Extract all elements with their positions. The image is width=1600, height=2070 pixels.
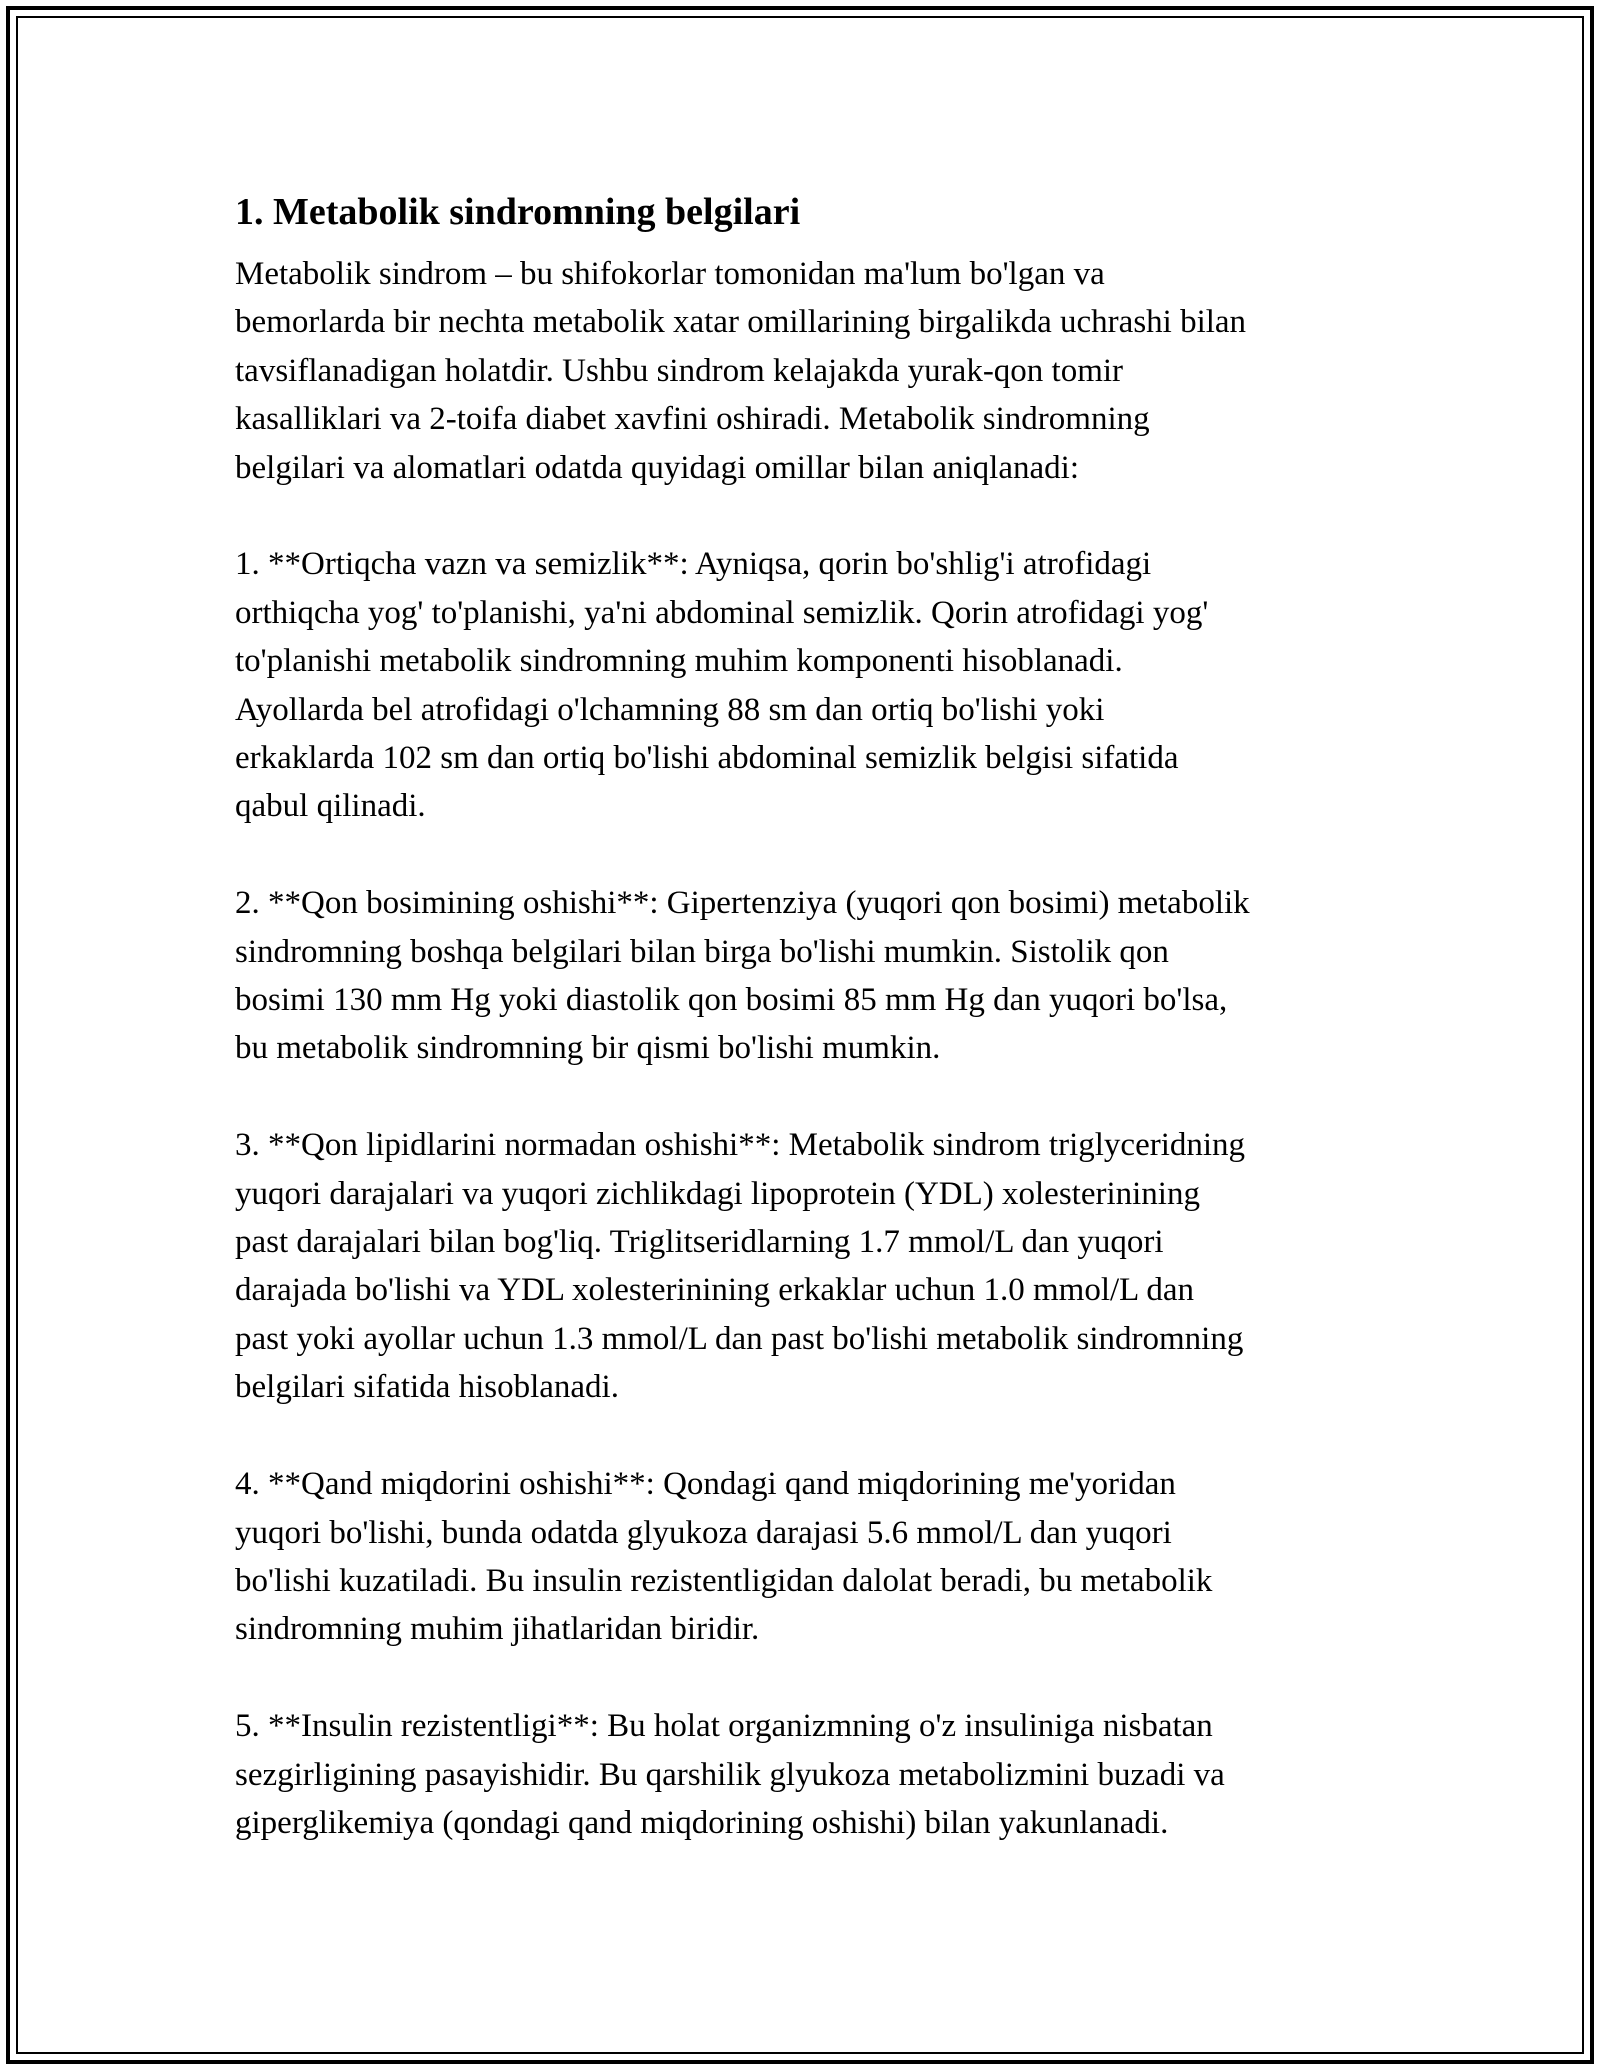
list-item-blood-lipids: 3. **Qon lipidlarini normadan oshishi**: Metabolik sindrom triglyceridning yuqori darajalari va yuqori zichlikdagi lipoprotein (YDL) xolesterinining past darajalari bilan bog'liq. Triglitseridlarning 1.7 mmol/L dan yuqori darajada bo'lishi va YDL xolesterinining erkaklar uchun 1.0 mmol/L dan past yoki ayollar uchun 1.3 mmol/L dan past bo'lishi metabolik sindromning belgilari sifatida hisoblanadi. bbox=[235, 1127, 1246, 1406]
document-body bbox=[235, 186, 1370, 1896]
list-item-blood-pressure: 2. **Qon bosimining oshishi**: Gipertenziya (yuqori qon bosimi) metabolik sindromning boshqa belgilari bilan birga bo'lishi mumkin. Sistolik qon bosimi 130 mm Hg yoki diastolik qon bosimi 85 mm Hg dan yuqori bo'lsa, bu metabolik sindromning bir qismi bo'lishi mumkin. bbox=[235, 885, 1250, 1067]
intro-paragraph: Metabolik sindrom – bu shifokorlar tomonidan ma'lum bo'lgan va bemorlarda bir nechta metabolik xatar omillarining birgalikda uchrashi bilan tavsiflanadigan holatdir. Ushbu sindrom kelajakda yurak-qon tomir kasalliklari va 2-toifa diabet xavfini oshiradi. Metabolik sindromning belgilari va alomatlari odatda quyidagi omillar bilan aniqlanadi: bbox=[235, 256, 1247, 486]
list-item-overweight: 1. **Ortiqcha vazn va semizlik**: Ayniqsa, qorin bo'shlig'i atrofidagi orthiqcha yog' to'planishi, ya'ni abdominal semizlik. Qorin atrofidagi yog' to'planishi metabolik sindromning muhim komponenti hisoblanadi. Ayollarda bel atrofidagi o'lchamning 88 sm dan ortiq bo'lishi yoki erkaklarda 102 sm dan ortiq bo'lishi abdominal semizlik belgisi sifatida qabul qilinadi. bbox=[235, 546, 1209, 825]
list-item-insulin-resistance: 5. **Insulin rezistentligi**: Bu holat organizmning o'z insuliniga nisbatan sezgirligining pasayishidir. Bu qarshilik glyukoza metabolizmini buzadi va giperglikemiya (qondagi qand miqdorining oshishi) bilan yakunlanadi. bbox=[235, 1708, 1225, 1841]
section-heading: 1. Metabolik sindromning belgilari bbox=[235, 191, 801, 233]
list-item-blood-sugar: 4. **Qand miqdorini oshishi**: Qondagi qand miqdorining me'yoridan yuqori bo'lishi, bunda odatda glyukoza darajasi 5.6 mmol/L dan yuqori bo'lishi kuzatiladi. Bu insulin rezistentligidan dalolat beradi, bu metabolik sindromning muhim jihatlaridan biridir. bbox=[235, 1466, 1213, 1648]
